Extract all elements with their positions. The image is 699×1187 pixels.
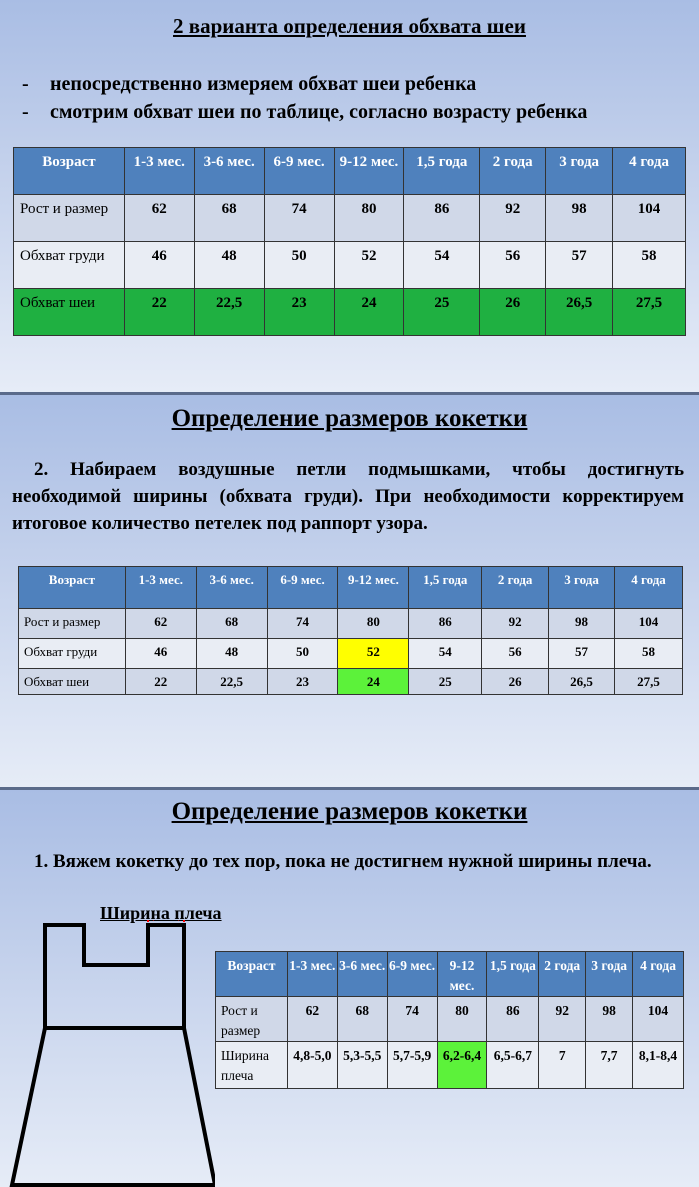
slide-yoke-shoulder	[0, 790, 699, 1187]
row-label: Рост и размер	[216, 997, 288, 1042]
table-row	[14, 242, 686, 289]
header-cell: 6-9 мес.	[387, 952, 437, 997]
table-cell: 98	[586, 997, 633, 1042]
table-cell: 25	[404, 289, 480, 336]
header-cell: 3 года	[546, 148, 613, 195]
yoke-diagram	[0, 920, 215, 1187]
row-label: Обхват груди	[19, 639, 126, 669]
row-label: Ширина плеча	[216, 1042, 288, 1089]
instruction-text: 2. Набираем воздушные петли подмышками, чтобы достигнуть необходимой ширины (обхвата груди). При необходимости корректируем итоговое количество петелек под раппорт узора.	[12, 459, 684, 534]
table-cell: 48	[194, 242, 264, 289]
bullet-item: - непосредственно измеряем обхват шеи ребенка	[22, 73, 477, 95]
table-cell: 6,5-6,7	[487, 1042, 539, 1089]
header-cell: 3-6 мес.	[196, 567, 267, 609]
slide-title: Определение размеров кокетки	[171, 405, 528, 432]
table-row	[14, 195, 686, 242]
table-cell: 22,5	[196, 669, 267, 695]
table-row	[19, 639, 683, 669]
size-table	[13, 147, 686, 336]
table-cell: 46	[125, 639, 196, 669]
header-cell: 1-3 мес.	[287, 952, 337, 997]
table-cell: 24	[334, 289, 404, 336]
table-cell: 25	[409, 669, 482, 695]
table-cell: 4,8-5,0	[287, 1042, 337, 1089]
header-cell: 9-12 мес.	[338, 567, 409, 609]
table-cell: 80	[437, 997, 487, 1042]
header-cell: 3 года	[586, 952, 633, 997]
table-cell: 80	[334, 195, 404, 242]
table-cell: 27,5	[615, 669, 683, 695]
table-cell: 58	[613, 242, 686, 289]
table-cell: 26	[482, 669, 549, 695]
table-cell: 26,5	[546, 289, 613, 336]
table-cell: 8,1-8,4	[633, 1042, 684, 1089]
header-cell: 2 года	[539, 952, 586, 997]
header-cell: 9-12 мес.	[437, 952, 487, 997]
table-cell: 80	[338, 609, 409, 639]
table-cell: 58	[615, 639, 683, 669]
header-cell: 2 года	[480, 148, 546, 195]
slide-title: Определение размеров кокетки	[171, 798, 528, 825]
table-cell: 7	[539, 1042, 586, 1089]
table-cell: 104	[633, 997, 684, 1042]
row-label: Рост и размер	[14, 195, 125, 242]
slide-neck-options	[0, 0, 699, 392]
table-cell: 86	[409, 609, 482, 639]
header-cell: 4 года	[615, 567, 683, 609]
header-cell: Возраст	[216, 952, 288, 997]
table-cell: 92	[539, 997, 586, 1042]
highlighted-cell: 24	[338, 669, 409, 695]
header-cell: 3-6 мес.	[337, 952, 387, 997]
row-label: Рост и размер	[19, 609, 126, 639]
table-cell: 26,5	[549, 669, 615, 695]
header-cell: 4 года	[613, 148, 686, 195]
table-cell: 62	[124, 195, 194, 242]
table-cell: 56	[480, 242, 546, 289]
table-cell: 86	[404, 195, 480, 242]
table-cell: 22	[125, 669, 196, 695]
table-cell: 23	[264, 289, 334, 336]
instruction-text: 1. Вяжем кокетку до тех пор, пока не достигнем нужной ширины плеча.	[34, 851, 652, 872]
table-cell: 22	[124, 289, 194, 336]
table-cell: 98	[549, 609, 615, 639]
table-cell: 74	[267, 609, 338, 639]
table-cell: 92	[480, 195, 546, 242]
shoulder-table	[215, 951, 684, 1089]
header-cell: 1,5 года	[487, 952, 539, 997]
table-header-row	[19, 567, 683, 609]
table-cell: 52	[334, 242, 404, 289]
highlighted-cell: 6,2-6,4	[437, 1042, 487, 1089]
table-cell: 54	[409, 639, 482, 669]
table-cell: 54	[404, 242, 480, 289]
row-label: Обхват груди	[14, 242, 125, 289]
highlighted-cell: 52	[338, 639, 409, 669]
table-cell: 86	[487, 997, 539, 1042]
table-cell: 23	[267, 669, 338, 695]
header-cell: Возраст	[19, 567, 126, 609]
header-cell: 1,5 года	[409, 567, 482, 609]
table-cell: 5,3-5,5	[337, 1042, 387, 1089]
table-cell: 48	[196, 639, 267, 669]
slide-yoke-chest	[0, 395, 699, 787]
table-row	[216, 997, 684, 1042]
bullet-item: - смотрим обхват шеи по таблице, согласно возрасту ребенка	[22, 101, 588, 123]
table-row	[19, 609, 683, 639]
header-cell: 3-6 мес.	[194, 148, 264, 195]
table-cell: 7,7	[586, 1042, 633, 1089]
table-cell: 5,7-5,9	[387, 1042, 437, 1089]
header-cell: Возраст	[14, 148, 125, 195]
header-cell: 3 года	[549, 567, 615, 609]
table-cell: 22,5	[194, 289, 264, 336]
table-cell: 92	[482, 609, 549, 639]
table-cell: 56	[482, 639, 549, 669]
table-header-row	[216, 952, 684, 997]
table-cell: 50	[264, 242, 334, 289]
bullet-list	[22, 70, 587, 126]
table-row	[19, 669, 683, 695]
table-cell: 98	[546, 195, 613, 242]
header-cell: 1-3 мес.	[124, 148, 194, 195]
table-cell: 68	[337, 997, 387, 1042]
table-cell: 57	[549, 639, 615, 669]
table-cell: 104	[615, 609, 683, 639]
table-header-row	[14, 148, 686, 195]
table-row	[216, 1042, 684, 1089]
header-cell: 1-3 мес.	[125, 567, 196, 609]
table-cell: 74	[264, 195, 334, 242]
slide-title: 2 варианта определения обхвата шеи	[173, 14, 526, 38]
table-cell: 27,5	[613, 289, 686, 336]
table-cell: 68	[196, 609, 267, 639]
table-cell: 68	[194, 195, 264, 242]
header-cell: 4 года	[633, 952, 684, 997]
row-label: Обхват шеи	[14, 289, 125, 336]
header-cell: 6-9 мес.	[264, 148, 334, 195]
table-cell: 62	[287, 997, 337, 1042]
table-cell: 62	[125, 609, 196, 639]
table-cell: 74	[387, 997, 437, 1042]
table-cell: 26	[480, 289, 546, 336]
header-cell: 2 года	[482, 567, 549, 609]
size-table	[18, 566, 683, 695]
table-row-neck	[14, 289, 686, 336]
table-cell: 104	[613, 195, 686, 242]
header-cell: 9-12 мес.	[334, 148, 404, 195]
table-cell: 46	[124, 242, 194, 289]
row-label: Обхват шеи	[19, 669, 126, 695]
table-cell: 57	[546, 242, 613, 289]
table-cell: 50	[267, 639, 338, 669]
garment-flare	[12, 1028, 215, 1185]
yoke-outline	[45, 925, 184, 1028]
header-cell: 1,5 года	[404, 148, 480, 195]
header-cell: 6-9 мес.	[267, 567, 338, 609]
diagram-label: Ширина плеча	[100, 903, 222, 923]
